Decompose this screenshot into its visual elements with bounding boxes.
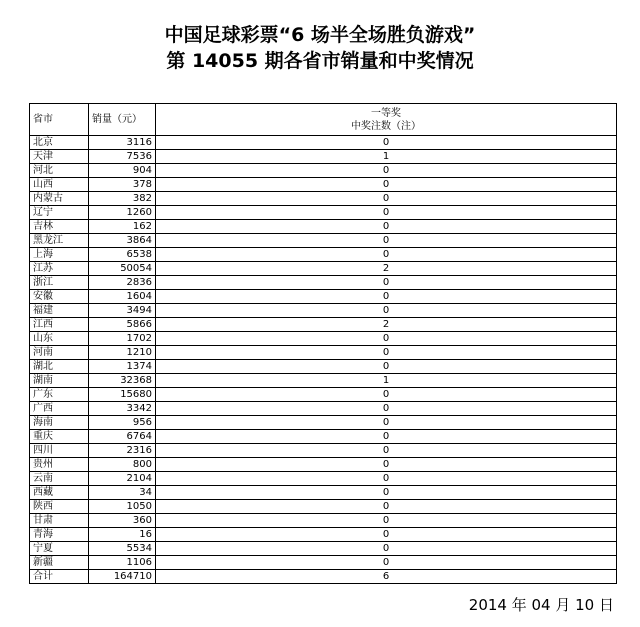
cell-province: 河南 — [30, 346, 89, 360]
cell-province: 天津 — [30, 150, 89, 164]
page-subtitle: 第 14055 期各省市销量和中奖情况 — [166, 50, 474, 72]
cell-sales: 5534 — [89, 542, 156, 556]
header-prize-count: 中奖注数（注） — [351, 120, 421, 132]
cell-province: 重庆 — [30, 430, 89, 444]
cell-province: 浙江 — [30, 276, 89, 290]
cell-province: 贵州 — [30, 458, 89, 472]
cell-winners: 0 — [156, 220, 617, 234]
header-prize — [156, 104, 617, 136]
cell-sales: 360 — [89, 514, 156, 528]
table-row — [30, 178, 617, 192]
cell-province: 合计 — [30, 570, 89, 584]
table-row — [30, 360, 617, 374]
cell-winners: 0 — [156, 542, 617, 556]
table-row — [30, 290, 617, 304]
report-date: 2014 年 04 月 10 日 — [468, 596, 614, 614]
cell-province: 江西 — [30, 318, 89, 332]
cell-province: 江苏 — [30, 262, 89, 276]
cell-sales: 1604 — [89, 290, 156, 304]
cell-sales: 32368 — [89, 374, 156, 388]
table-row — [30, 514, 617, 528]
cell-winners: 0 — [156, 556, 617, 570]
cell-province: 新疆 — [30, 556, 89, 570]
cell-sales: 6764 — [89, 430, 156, 444]
cell-winners: 0 — [156, 486, 617, 500]
table-row — [30, 318, 617, 332]
cell-winners: 0 — [156, 472, 617, 486]
cell-winners: 0 — [156, 290, 617, 304]
cell-sales: 34 — [89, 486, 156, 500]
cell-sales: 5866 — [89, 318, 156, 332]
table-header-row — [30, 104, 617, 136]
table-row — [30, 430, 617, 444]
cell-winners: 0 — [156, 528, 617, 542]
cell-province: 湖北 — [30, 360, 89, 374]
cell-winners: 0 — [156, 500, 617, 514]
cell-province: 湖南 — [30, 374, 89, 388]
cell-sales: 800 — [89, 458, 156, 472]
header-prize-tier: 一等奖 — [371, 107, 401, 119]
cell-province: 北京 — [30, 136, 89, 150]
table-row — [30, 374, 617, 388]
cell-province: 四川 — [30, 444, 89, 458]
page-title: 中国足球彩票“6 场半全场胜负游戏” — [164, 24, 476, 46]
header-sales: 销量（元） — [89, 104, 156, 136]
cell-province: 宁夏 — [30, 542, 89, 556]
table-row — [30, 388, 617, 402]
table-row — [30, 542, 617, 556]
table-row — [30, 262, 617, 276]
cell-sales: 15680 — [89, 388, 156, 402]
cell-winners: 1 — [156, 150, 617, 164]
table-row — [30, 444, 617, 458]
cell-sales: 3864 — [89, 234, 156, 248]
header-province: 省市 — [30, 104, 89, 136]
cell-sales: 3342 — [89, 402, 156, 416]
table-row — [30, 150, 617, 164]
table-row — [30, 234, 617, 248]
cell-sales: 382 — [89, 192, 156, 206]
cell-sales: 3494 — [89, 304, 156, 318]
table-row — [30, 164, 617, 178]
cell-winners: 0 — [156, 402, 617, 416]
cell-winners: 0 — [156, 416, 617, 430]
cell-sales: 6538 — [89, 248, 156, 262]
cell-province: 山东 — [30, 332, 89, 346]
table-row — [30, 346, 617, 360]
cell-sales: 1050 — [89, 500, 156, 514]
cell-winners: 2 — [156, 318, 617, 332]
cell-province: 甘肃 — [30, 514, 89, 528]
sales-table — [29, 103, 617, 584]
table-row — [30, 206, 617, 220]
cell-winners: 0 — [156, 178, 617, 192]
table-row — [30, 220, 617, 234]
cell-winners: 0 — [156, 234, 617, 248]
cell-winners: 0 — [156, 346, 617, 360]
table-row — [30, 136, 617, 150]
table-row — [30, 458, 617, 472]
cell-winners: 1 — [156, 374, 617, 388]
cell-sales: 378 — [89, 178, 156, 192]
cell-sales: 1210 — [89, 346, 156, 360]
cell-sales: 3116 — [89, 136, 156, 150]
cell-sales: 1702 — [89, 332, 156, 346]
cell-province: 辽宁 — [30, 206, 89, 220]
cell-sales: 16 — [89, 528, 156, 542]
cell-sales: 904 — [89, 164, 156, 178]
table-row — [30, 248, 617, 262]
total-row — [30, 570, 617, 584]
cell-province: 陕西 — [30, 500, 89, 514]
cell-province: 黑龙江 — [30, 234, 89, 248]
cell-winners: 0 — [156, 304, 617, 318]
table-row — [30, 556, 617, 570]
cell-sales: 1106 — [89, 556, 156, 570]
cell-province: 云南 — [30, 472, 89, 486]
table-row — [30, 472, 617, 486]
cell-winners: 0 — [156, 332, 617, 346]
cell-winners: 0 — [156, 164, 617, 178]
cell-sales: 2104 — [89, 472, 156, 486]
cell-winners: 0 — [156, 206, 617, 220]
cell-province: 青海 — [30, 528, 89, 542]
cell-province: 海南 — [30, 416, 89, 430]
cell-sales: 164710 — [89, 570, 156, 584]
cell-winners: 0 — [156, 136, 617, 150]
cell-province: 广东 — [30, 388, 89, 402]
cell-winners: 0 — [156, 444, 617, 458]
cell-province: 吉林 — [30, 220, 89, 234]
cell-sales: 1260 — [89, 206, 156, 220]
cell-province: 广西 — [30, 402, 89, 416]
cell-winners: 0 — [156, 276, 617, 290]
cell-winners: 0 — [156, 248, 617, 262]
cell-winners: 0 — [156, 514, 617, 528]
cell-sales: 956 — [89, 416, 156, 430]
table-row — [30, 332, 617, 346]
table-row — [30, 500, 617, 514]
table-row — [30, 416, 617, 430]
cell-province: 河北 — [30, 164, 89, 178]
cell-winners: 2 — [156, 262, 617, 276]
cell-sales: 1374 — [89, 360, 156, 374]
table-row — [30, 486, 617, 500]
cell-province: 安徽 — [30, 290, 89, 304]
cell-sales: 162 — [89, 220, 156, 234]
cell-province: 福建 — [30, 304, 89, 318]
cell-winners: 0 — [156, 430, 617, 444]
cell-winners: 0 — [156, 388, 617, 402]
table-row — [30, 276, 617, 290]
cell-winners: 6 — [156, 570, 617, 584]
cell-province: 山西 — [30, 178, 89, 192]
table-row — [30, 192, 617, 206]
cell-winners: 0 — [156, 192, 617, 206]
cell-province: 内蒙古 — [30, 192, 89, 206]
cell-province: 西藏 — [30, 486, 89, 500]
table-row — [30, 304, 617, 318]
cell-sales: 50054 — [89, 262, 156, 276]
cell-winners: 0 — [156, 458, 617, 472]
table-row — [30, 528, 617, 542]
cell-sales: 7536 — [89, 150, 156, 164]
cell-sales: 2836 — [89, 276, 156, 290]
cell-sales: 2316 — [89, 444, 156, 458]
table-row — [30, 402, 617, 416]
cell-winners: 0 — [156, 360, 617, 374]
cell-province: 上海 — [30, 248, 89, 262]
